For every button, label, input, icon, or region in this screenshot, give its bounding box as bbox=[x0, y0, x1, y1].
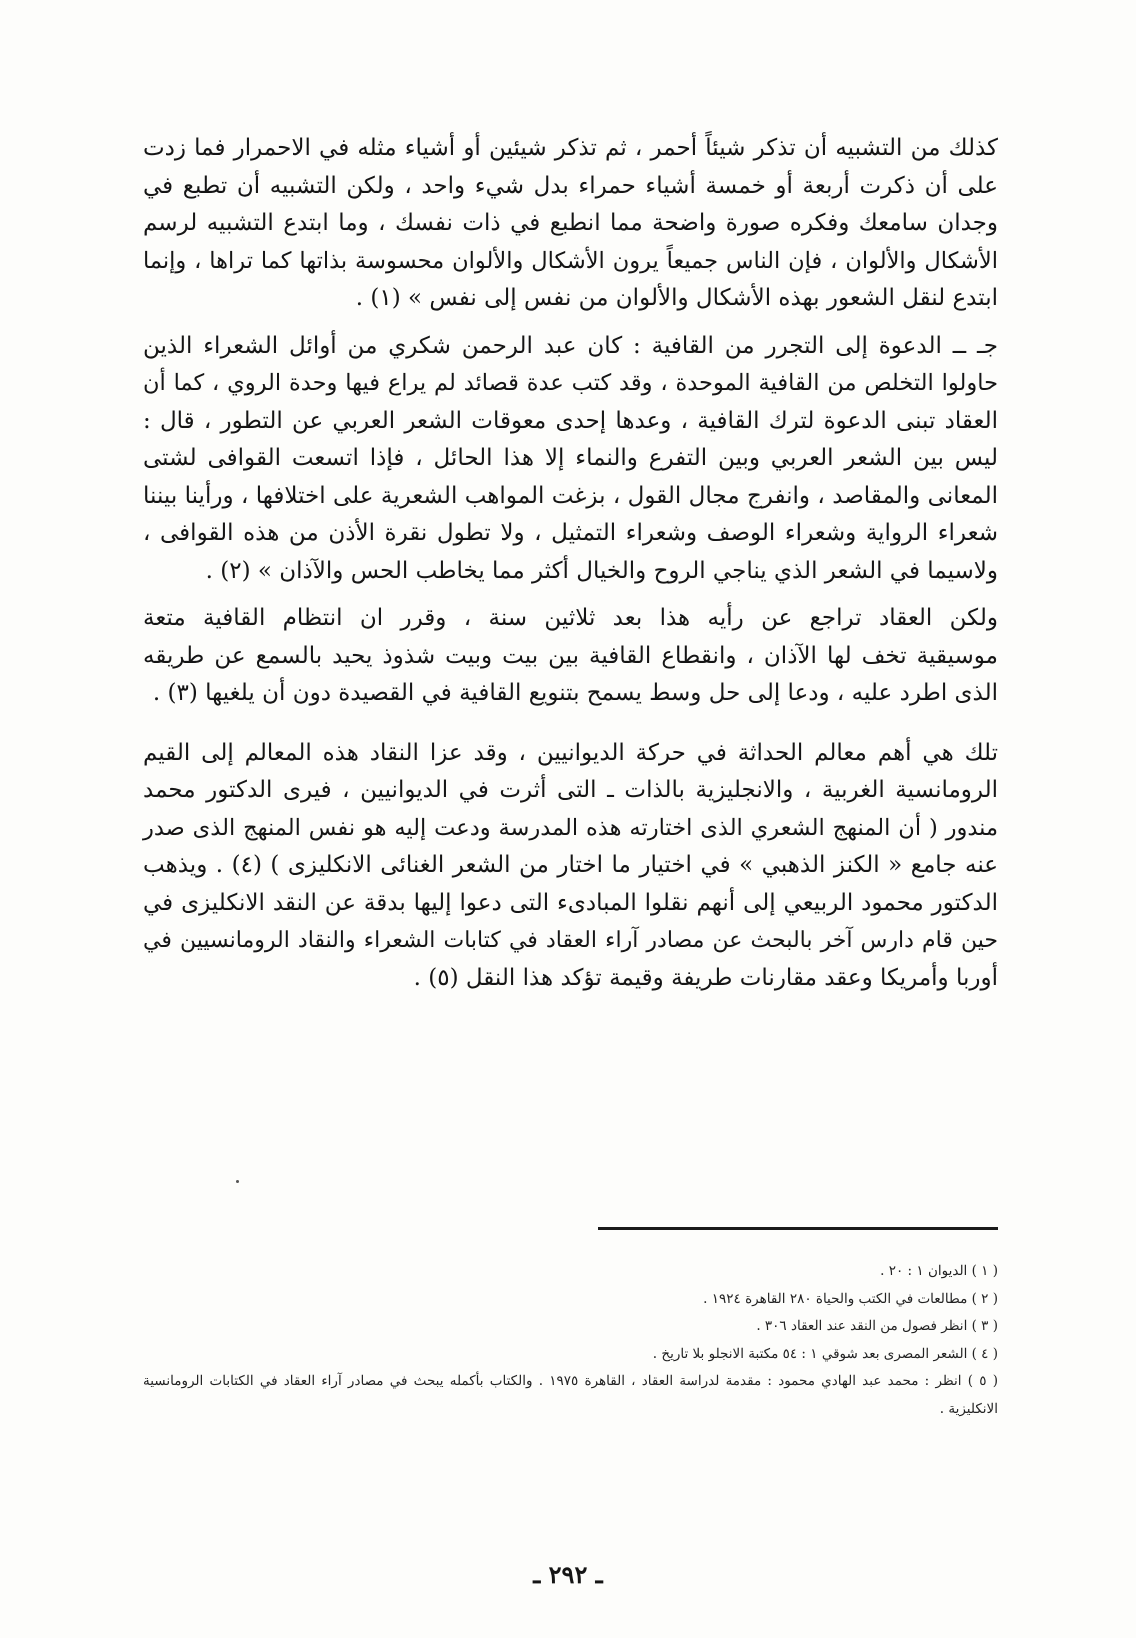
text-line: أوربا وأمريكا وعقد مقارنات طريفة وقيمة تؤكد هذا النقل (٥) . bbox=[413, 964, 998, 991]
scan-speck bbox=[236, 1180, 239, 1183]
text-line: المعانى والمقاصد ، وانفرج مجال القول ، بزغت المواهب الشعرية على اختلافها ، ورأينا بيننا bbox=[143, 482, 998, 509]
text-line: وجدان سامعك وفكره صورة واضحة مما انطبع في ذات نفسك ، وما ابتدع التشبيه لرسم bbox=[143, 210, 998, 236]
paragraph bbox=[143, 600, 998, 713]
text-line: ولكن العقاد تراجع عن رأيه هذا بعد ثلاثين سنة ، وقرر ان انتظام القافية متعة bbox=[143, 605, 998, 631]
text-line: الرومانسية الغربية ، والانجليزية بالذات ـ التى أثرت في الديوانيين ، فيرى الدكتور محمد bbox=[143, 777, 998, 803]
footnote-divider bbox=[598, 1227, 998, 1230]
footnote-3: ( ٣ ) انظر فصول من النقد عند العقاد ٣٠٦ . bbox=[756, 1318, 998, 1334]
footnote-5: ( ٥ ) انظر : محمد عبد الهادي محمود : مقدمة لدراسة العقاد ، القاهرة ١٩٧٥ . والكتاب بأكمله يبحث في مصادر آراء العقاد في الكتابات الرومانسية الانكليزية . bbox=[143, 1373, 998, 1417]
text-line: جـ ــ الدعوة إلى التجرر من القافية : كان عبد الرحمن شكري من أوائل الشعراء الذين bbox=[143, 332, 998, 359]
text-line: موسيقية تخف لها الآذان ، وانقطاع القافية بين بيت وبيت شذوذ يحيد بالسمع عن طريقه bbox=[143, 642, 998, 669]
paragraph bbox=[143, 130, 998, 318]
footnote-4: ( ٤ ) الشعر المصرى بعد شوقي ١ : ٥٤ مكتبة الانجلو بلا تاريخ . bbox=[652, 1345, 998, 1362]
paragraph bbox=[143, 735, 998, 998]
text-line: حاولوا التخلص من القافية الموحدة ، وقد كتب عدة قصائد لم يراع فيها وحدة الروي ، كما أن bbox=[143, 370, 998, 396]
text-line: على أن ذكرت أربعة أو خمسة أشياء حمراء بدل شيء واحد ، ولكن التشبيه أن تطبع في bbox=[143, 172, 998, 199]
footnote-1: ( ١ ) الديوان ١ : ٢٠ . bbox=[880, 1263, 998, 1279]
text-line: شعراء الرواية وشعراء الوصف وشعراء التمثيل ، ولا تطول نقرة الأذن من هذه القوافى ، bbox=[143, 520, 998, 546]
text-line: ابتدع لنقل الشعور بهذه الأشكال والألوان من نفس إلى نفس » (١) . bbox=[355, 285, 998, 311]
text-line: الذى اطرد عليه ، ودعا إلى حل وسط يسمح بتنويع القافية في القصيدة دون أن يلغيها (٣) . bbox=[152, 680, 998, 706]
text-line: الدكتور محمود الربيعي إلى أنهم نقلوا المبادىء التى دعوا إليها بدقة عن النقد الانكليزى في bbox=[143, 889, 998, 916]
text-line: تلك هي أهم معالم الحداثة في حركة الديوانيين ، وقد عزا النقاد هذه المعالم إلى القيم bbox=[143, 739, 998, 766]
text-line: ولاسيما في الشعر الذي يناجي الروح والخيال أكثر مما يخاطب الحس والآذان » (٢) . bbox=[205, 557, 998, 584]
text-line: حين قام دارس آخر بالبحث عن مصادر آراء العقاد في كتابات الشعراء والنقاد الرومانسيين في bbox=[143, 928, 998, 953]
body-text bbox=[143, 130, 998, 1007]
text-line: الأشكال والألوان ، فإن الناس جميعاً يرون الأشكال والألوان محسوسة بذاتها كما تراها ، وإنما bbox=[143, 247, 998, 274]
footnote-2: ( ٢ ) مطالعات في الكتب والحياة ٢٨٠ القاهرة ١٩٢٤ . bbox=[703, 1290, 998, 1307]
text-line: ليس بين الشعر العربي وبين التفرع والنماء إلا هذا الحائل ، فإذا اتسعت القوافى لشتى bbox=[143, 445, 998, 471]
text-line: كذلك من التشبيه أن تذكر شيئاً أحمر ، ثم تذكر شيئين أو أشياء مثله في الاحمرار فما زدت bbox=[143, 135, 998, 161]
footnotes bbox=[143, 1258, 998, 1423]
text-line: مندور ( أن المنهج الشعري الذى اختارته هذه المدرسة ودعت إليه هو نفس المنهج الذى صدر bbox=[143, 814, 998, 841]
paragraph bbox=[143, 328, 998, 591]
text-line: العقاد تبنى الدعوة لترك القافية ، وعدها إحدى معوقات الشعر العربي عن التطور ، قال : bbox=[143, 407, 998, 434]
page-number: ـ ٢٩٢ ـ bbox=[533, 1560, 603, 1589]
text-line: عنه جامع « الكنز الذهبي » في اختيار ما اختار من الشعر الغنائى الانكليزى ) (٤) . ويذهب bbox=[143, 852, 999, 878]
